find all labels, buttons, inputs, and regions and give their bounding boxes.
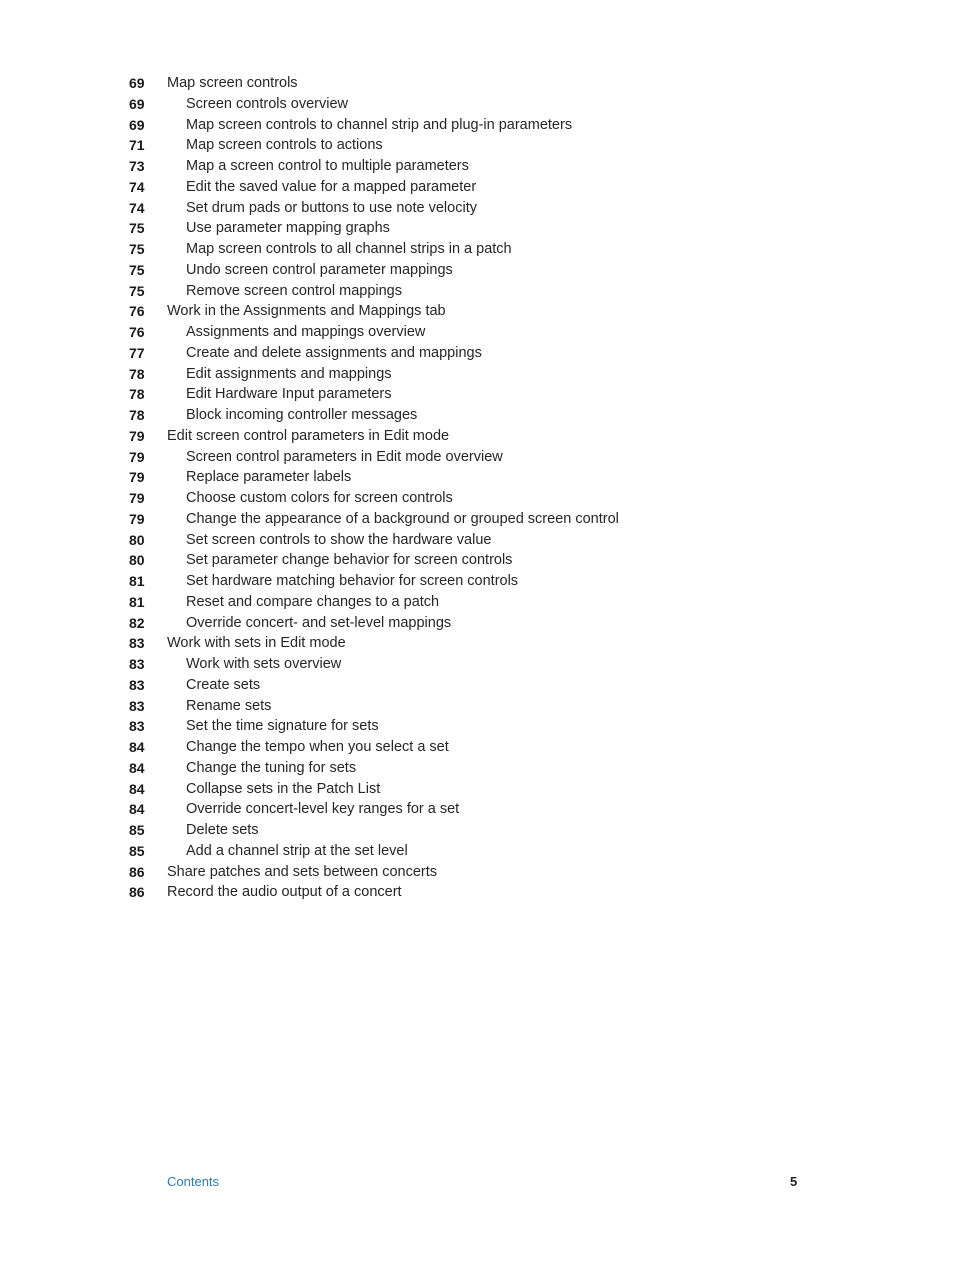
toc-entry-title[interactable]: Set parameter change behavior for screen controls (186, 552, 513, 569)
toc-entry[interactable] (0, 447, 954, 468)
toc-entry[interactable] (0, 239, 954, 260)
toc-page-number: 80 (129, 531, 145, 548)
toc-entry[interactable] (0, 571, 954, 592)
toc-page-number: 73 (129, 158, 145, 174)
toc-entry-title[interactable]: Use parameter mapping graphs (186, 220, 390, 237)
toc-page-number: 79 (129, 510, 145, 527)
toc-entry[interactable] (0, 633, 954, 654)
toc-entry[interactable] (0, 882, 954, 903)
toc-entry[interactable] (0, 405, 954, 426)
toc-entry[interactable] (0, 198, 954, 219)
toc-entry[interactable] (0, 779, 954, 800)
toc-entry-title[interactable]: Change the tempo when you select a set (186, 739, 449, 755)
toc-entry-title[interactable]: Set drum pads or buttons to use note velocity (186, 199, 477, 216)
toc-page-number: 80 (129, 552, 145, 569)
toc-entry[interactable] (0, 488, 954, 509)
toc-entry[interactable] (0, 509, 954, 530)
toc-page-number: 83 (129, 656, 145, 672)
toc-entry-title[interactable]: Map screen controls (167, 75, 298, 91)
toc-entry[interactable] (0, 841, 954, 862)
toc-page-number: 81 (129, 593, 145, 610)
toc-entry[interactable] (0, 862, 954, 883)
toc-page-number: 75 (129, 261, 145, 278)
toc-entry-title[interactable]: Screen control parameters in Edit mode overview (186, 448, 503, 465)
toc-entry-title[interactable]: Replace parameter labels (186, 469, 352, 486)
toc-entry[interactable] (0, 654, 954, 675)
toc-entry[interactable] (0, 696, 954, 717)
toc-page-number: 71 (129, 137, 145, 154)
toc-entry-title[interactable]: Delete sets (186, 822, 259, 838)
toc-entry[interactable] (0, 218, 954, 239)
toc-entry-title[interactable]: Work with sets in Edit mode (167, 635, 346, 652)
toc-entry-title[interactable]: Set the time signature for sets (186, 718, 379, 735)
toc-entry-title[interactable]: Override concert- and set-level mappings (186, 614, 452, 631)
toc-page-number: 77 (129, 344, 145, 361)
toc-entry-title[interactable]: Edit the saved value for a mapped parameter (186, 178, 477, 195)
toc-page-number: 69 (129, 95, 145, 112)
toc-entry[interactable] (0, 799, 954, 820)
toc-entry-title[interactable]: Collapse sets in the Patch List (186, 780, 381, 797)
toc-page-number: 78 (129, 386, 145, 403)
toc-entry[interactable] (0, 94, 954, 115)
toc-page-number: 85 (129, 822, 145, 838)
footer-contents-link[interactable]: Contents (167, 1174, 220, 1189)
table-of-contents (0, 73, 954, 903)
footer-page-number: 5 (790, 1174, 798, 1189)
toc-entry[interactable] (0, 135, 954, 156)
toc-entry[interactable] (0, 467, 954, 488)
toc-entry-title[interactable]: Remove screen control mappings (186, 282, 402, 299)
toc-page-number: 74 (129, 199, 145, 216)
toc-page-number: 83 (129, 718, 145, 735)
toc-page-number: 79 (129, 448, 145, 465)
toc-entry[interactable] (0, 384, 954, 405)
toc-entry-title[interactable]: Map screen controls to actions (186, 137, 383, 154)
toc-entry-title[interactable]: Map a screen control to multiple parameters (186, 158, 469, 174)
toc-entry-title[interactable]: Override concert-level key ranges for a set (186, 801, 460, 818)
toc-entry-title[interactable]: Change the tuning for sets (186, 759, 357, 776)
toc-entry-title[interactable]: Rename sets (186, 697, 272, 714)
toc-entry[interactable] (0, 426, 954, 447)
toc-entry-title[interactable]: Record the audio output of a concert (167, 884, 402, 901)
toc-entry-title[interactable]: Map screen controls to channel strip and plug-in parameters (186, 116, 573, 133)
toc-entry[interactable] (0, 115, 954, 136)
toc-entry-title[interactable]: Undo screen control parameter mappings (186, 261, 453, 278)
toc-page-number: 86 (129, 884, 145, 901)
toc-page-number: 79 (129, 469, 145, 486)
toc-entry[interactable] (0, 716, 954, 737)
toc-entry-title[interactable]: Reset and compare changes to a patch (186, 593, 440, 610)
toc-page-number: 78 (129, 365, 145, 382)
toc-entry-title[interactable]: Share patches and sets between concerts (167, 863, 438, 880)
toc-entry-title[interactable]: Set screen controls to show the hardware value (186, 531, 492, 548)
toc-page-number: 82 (129, 614, 145, 631)
toc-entry[interactable] (0, 675, 954, 696)
toc-page-number: 81 (129, 573, 145, 589)
toc-entry-title[interactable]: Change the appearance of a background or grouped screen control (186, 510, 619, 527)
toc-page-number: 78 (129, 407, 145, 423)
toc-page-number: 76 (129, 303, 145, 320)
toc-page-number: 69 (129, 75, 145, 91)
toc-entry[interactable] (0, 550, 954, 571)
toc-entry[interactable] (0, 758, 954, 779)
toc-entry[interactable] (0, 156, 954, 177)
toc-page-number: 84 (129, 739, 145, 755)
toc-page-number: 83 (129, 676, 145, 693)
toc-entry-title[interactable]: Edit Hardware Input parameters (186, 386, 392, 403)
toc-page-number: 79 (129, 427, 145, 444)
toc-entry-title[interactable]: Choose custom colors for screen controls (186, 490, 453, 506)
toc-page-number: 76 (129, 324, 145, 340)
toc-entry[interactable] (0, 592, 954, 613)
toc-page-number: 85 (129, 842, 145, 859)
toc-entry[interactable] (0, 613, 954, 634)
toc-entry-title[interactable]: Add a channel strip at the set level (186, 842, 408, 859)
toc-page-number: 83 (129, 697, 145, 714)
toc-entry[interactable] (0, 737, 954, 758)
toc-entry-title[interactable]: Assignments and mappings overview (186, 324, 426, 340)
toc-page-number: 86 (129, 863, 145, 880)
toc-entry-title[interactable]: Screen controls overview (186, 95, 348, 112)
toc-entry-title[interactable]: Map screen controls to all channel strips in a patch (186, 241, 512, 257)
toc-page-number: 79 (129, 490, 145, 506)
toc-entry-title[interactable]: Create and delete assignments and mappings (186, 344, 482, 361)
toc-entry[interactable] (0, 281, 954, 302)
toc-entry-title[interactable]: Create sets (186, 676, 261, 693)
toc-entry[interactable] (0, 301, 954, 322)
toc-entry-title[interactable]: Block incoming controller messages (186, 407, 418, 423)
toc-entry[interactable] (0, 530, 954, 551)
toc-entry-title[interactable]: Set hardware matching behavior for screen controls (186, 573, 519, 589)
toc-page-number: 84 (129, 780, 145, 797)
toc-page-number: 84 (129, 759, 145, 776)
toc-entry[interactable] (0, 322, 954, 343)
toc-entry-title[interactable]: Work in the Assignments and Mappings tab (167, 303, 446, 320)
toc-page-number: 75 (129, 241, 145, 257)
toc-page-number: 75 (129, 282, 145, 299)
toc-entry[interactable] (0, 260, 954, 281)
toc-entry-title[interactable]: Edit assignments and mappings (186, 365, 392, 382)
toc-entry[interactable] (0, 820, 954, 841)
toc-entry[interactable] (0, 343, 954, 364)
toc-page-number: 69 (129, 116, 145, 133)
toc-page-number: 75 (129, 220, 145, 237)
toc-entry-title[interactable]: Work with sets overview (186, 656, 342, 672)
toc-entry-title[interactable]: Edit screen control parameters in Edit mode (167, 427, 450, 444)
toc-page-number: 84 (129, 801, 145, 818)
toc-page-number: 83 (129, 635, 145, 652)
toc-entry[interactable] (0, 73, 954, 94)
toc-entry[interactable] (0, 177, 954, 198)
toc-entry[interactable] (0, 364, 954, 385)
toc-page-number: 74 (129, 178, 145, 195)
